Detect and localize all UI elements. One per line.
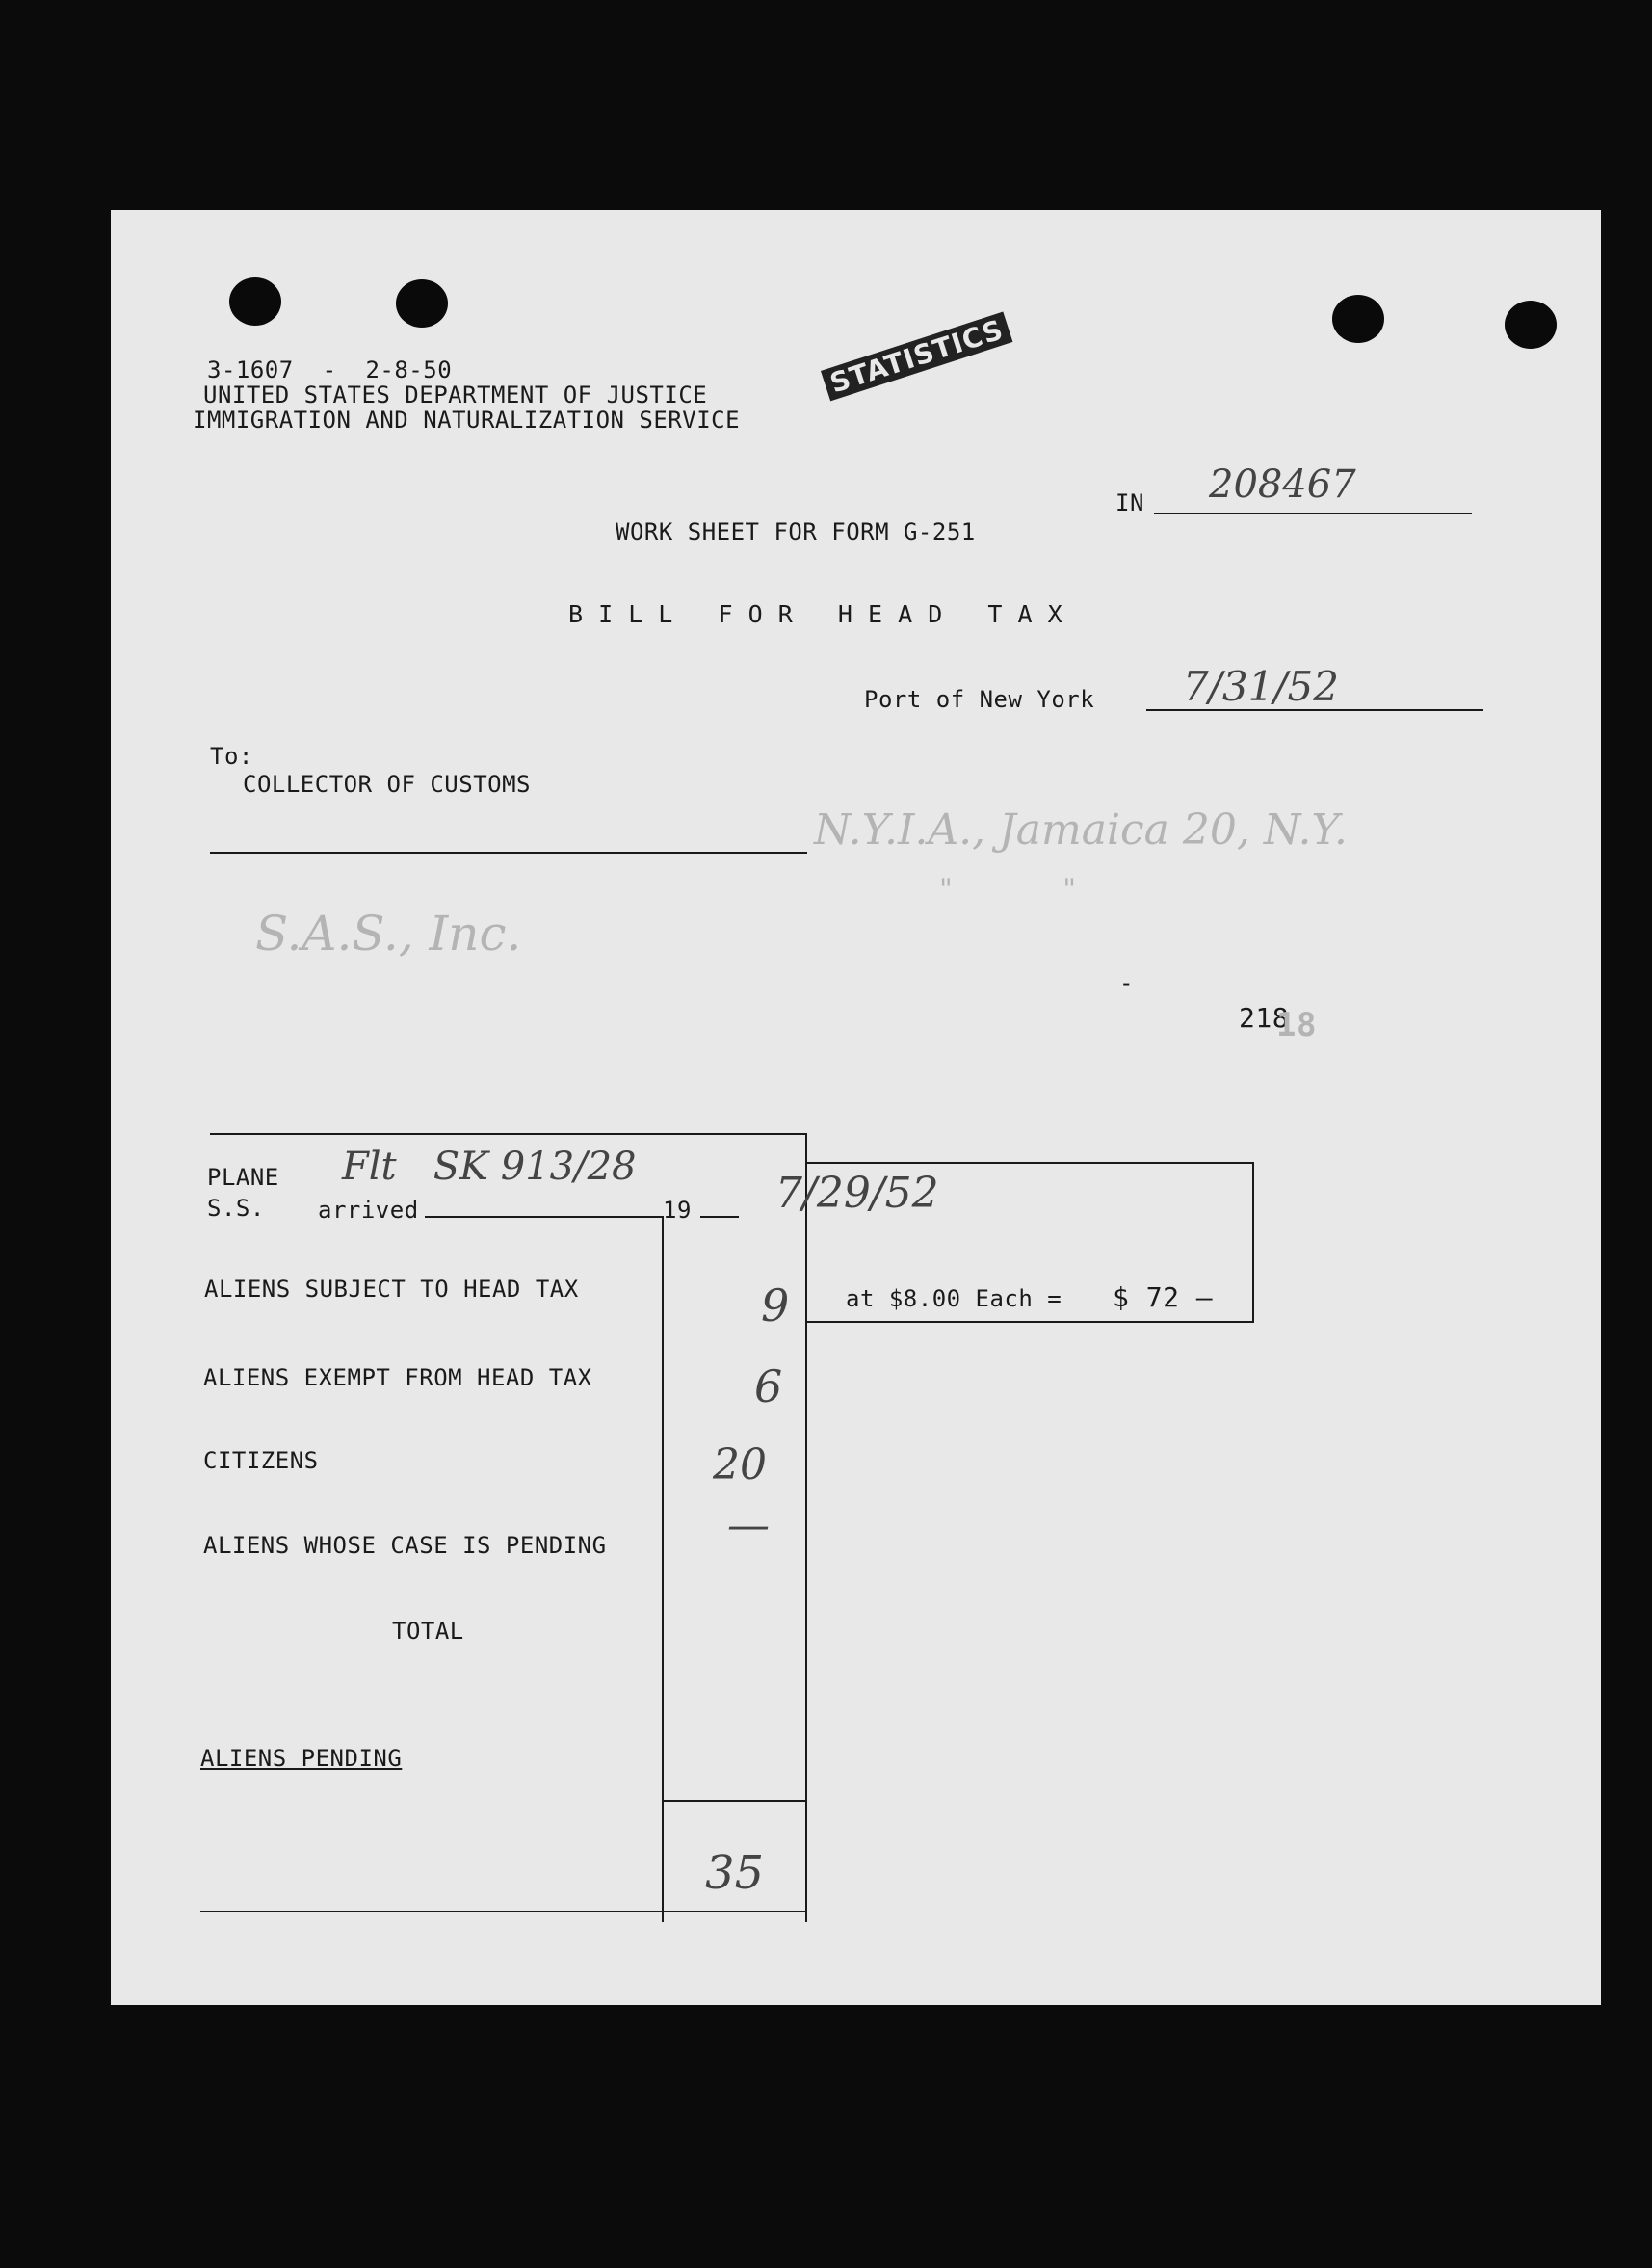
in-label: IN (1115, 489, 1144, 516)
arrived-line (425, 1216, 662, 1218)
rate-box-top (807, 1162, 1253, 1164)
document-page (111, 210, 1601, 2005)
ss-label: S.S. (207, 1195, 265, 1222)
table-top-line (210, 1133, 807, 1135)
carrier-handwritten: S.A.S., Inc. (255, 906, 522, 962)
in-number-handwritten: 208467 (1209, 462, 1356, 507)
department-name: UNITED STATES DEPARTMENT OF JUSTICE (203, 382, 708, 409)
plane-label: PLANE (207, 1164, 279, 1191)
value-column-divider (662, 1216, 664, 1922)
bill-title: B I L L F O R H E A D T A X (568, 600, 1063, 628)
aliens-pending-label: ALIENS PENDING (200, 1745, 403, 1772)
arrival-date-handwritten: 7/29/52 (775, 1169, 939, 1218)
row-value-pending: — (727, 1501, 770, 1550)
rate-text: at $8.00 Each = (846, 1285, 1062, 1312)
faint-code: 18 (1276, 1006, 1317, 1044)
to-label: To: (210, 743, 253, 770)
rate-amount: $ 72 — (1113, 1281, 1214, 1313)
form-code: 3-1607 - 2-8-50 (207, 356, 453, 383)
address-handwritten: N.Y.I.A., Jamaica 20, N.Y. (814, 805, 1348, 855)
row-label-exempt: ALIENS EXEMPT FROM HEAD TAX (203, 1364, 592, 1391)
row-value-citizens: 20 (713, 1440, 767, 1490)
table-right-border (805, 1133, 807, 1922)
dash-mark: - (1119, 969, 1134, 996)
port-date-handwritten: 7/31/52 (1183, 663, 1339, 710)
rate-box-bottom (807, 1321, 1254, 1323)
rate-box-right (1252, 1162, 1254, 1323)
row-value-subject: 9 (761, 1279, 790, 1332)
row-label-subject: ALIENS SUBJECT TO HEAD TAX (204, 1276, 579, 1303)
worksheet-title: WORK SHEET FOR FORM G-251 (616, 518, 976, 545)
collector-label: COLLECTOR OF CUSTOMS (243, 771, 531, 798)
address-line (210, 852, 807, 854)
year-label: 19 (663, 1197, 692, 1224)
row-label-pending: ALIENS WHOSE CASE IS PENDING (203, 1532, 607, 1559)
punch-hole-2 (396, 279, 448, 328)
row-value-exempt: 6 (754, 1360, 783, 1412)
number-218: 218 (1239, 1002, 1290, 1034)
total-divider-line (662, 1800, 807, 1802)
arrived-label: arrived (318, 1197, 419, 1224)
punch-hole-1 (229, 277, 281, 326)
punch-hole-4 (1505, 301, 1557, 349)
statistics-stamp: STATISTICS (821, 311, 1012, 401)
row-label-citizens: CITIZENS (203, 1447, 319, 1474)
total-value: 35 (705, 1846, 765, 1900)
in-number-line (1154, 513, 1472, 514)
service-name: IMMIGRATION AND NATURALIZATION SERVICE (193, 407, 741, 434)
flight-handwritten: Flt SK 913/28 (342, 1145, 637, 1189)
year-line (700, 1216, 739, 1218)
punch-hole-3 (1332, 295, 1384, 343)
port-label: Port of New York (864, 686, 1095, 713)
total-label: TOTAL (392, 1618, 464, 1645)
table-bottom-line (200, 1911, 807, 1912)
ditto-handwritten: " " (939, 873, 1077, 907)
